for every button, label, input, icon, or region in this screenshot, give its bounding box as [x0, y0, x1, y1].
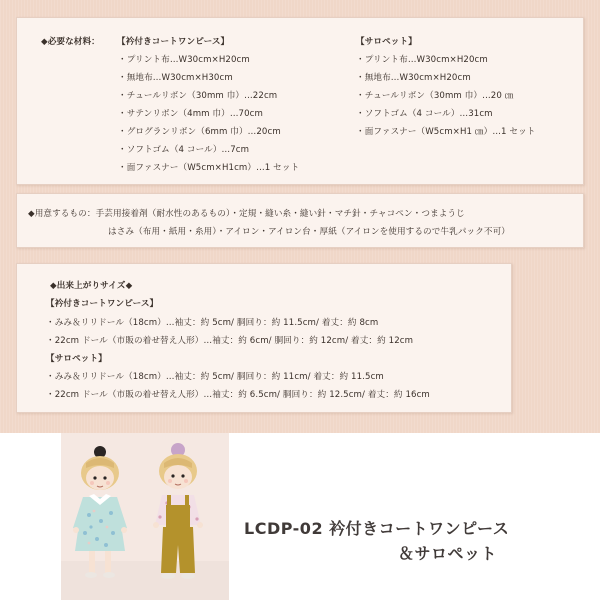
coat-material-item: ・サテンリボン（4mm 巾）…70cm	[118, 109, 263, 119]
product-photo	[61, 433, 229, 600]
coat-size-row: ・22cm ドール（市販の着せ替え人形）…袖丈：約 6cm/ 胴回り：約 12cm/ 着丈：約 12cm	[46, 336, 414, 346]
overall-size-title: 【サロペット】	[46, 354, 107, 364]
sizes-heading: ◆出来上がりサイズ◆	[50, 281, 133, 291]
tools-line-1: ◆用意するもの：手芸用接着剤（耐水性のあるもの）・定規・縫い糸・縫い針・マチ針・チャコペン・つまようじ	[28, 209, 465, 219]
coat-material-item: ・ソフトゴム（4 コール）…7cm	[118, 145, 250, 155]
coat-material-item: ・チュールリボン（30mm 巾）…22cm	[118, 91, 278, 101]
overall-size-row: ・みみ＆リリドール（18cm）…袖丈：約 5cm/ 胴回り：約 11cm/ 着丈：約 11.5cm	[46, 372, 384, 382]
tools-panel	[16, 193, 584, 248]
overall-material-item: ・無地布…W30cm×H20cm	[356, 73, 471, 83]
materials-heading: ◆必要な材料：	[41, 37, 100, 47]
overall-material-item: ・チュールリボン（30mm 巾）…20 ㎝	[356, 91, 514, 101]
coat-material-item: ・面ファスナー（W5cm×H1cm）…1 セット	[118, 163, 300, 173]
coat-size-title: 【衿付きコートワンピース】	[46, 299, 159, 309]
coat-size-row: ・みみ＆リリドール（18cm）…袖丈：約 5cm/ 胴回り：約 11.5cm/ 着丈：約 8cm	[46, 318, 379, 328]
product-title	[244, 516, 590, 566]
product-title-line-2: ＆サロペット	[398, 544, 498, 563]
overall-material-item: ・面ファスナー（W5cm×H1 ㎝）…1 セット	[356, 127, 536, 137]
materials-panel	[16, 17, 584, 185]
product-title-line-1: LCDP-02 衿付きコートワンピース	[244, 519, 510, 538]
overall-size-row: ・22cm ドール（市販の着せ替え人形）…袖丈：約 6.5cm/ 胴回り：約 12.5cm/ 着丈：約 16cm	[46, 390, 430, 400]
sizes-panel	[16, 263, 512, 413]
coat-materials-title: 【衿付きコートワンピース】	[117, 37, 230, 47]
coat-material-item: ・プリント布…W30cm×H20cm	[118, 55, 250, 65]
overall-materials-title: 【サロペット】	[356, 37, 417, 47]
coat-material-item: ・グログランリボン（6mm 巾）…20cm	[118, 127, 281, 137]
overall-material-item: ・プリント布…W30cm×H20cm	[356, 55, 488, 65]
coat-material-item: ・無地布…W30cm×H30cm	[118, 73, 233, 83]
tools-line-2: はさみ（布用・紙用・糸用）・アイロン・アイロン台・厚紙（アイロンを使用するので牛乳パック不可）	[108, 227, 510, 237]
overall-material-item: ・ソフトゴム（4 コール）…31cm	[356, 109, 493, 119]
